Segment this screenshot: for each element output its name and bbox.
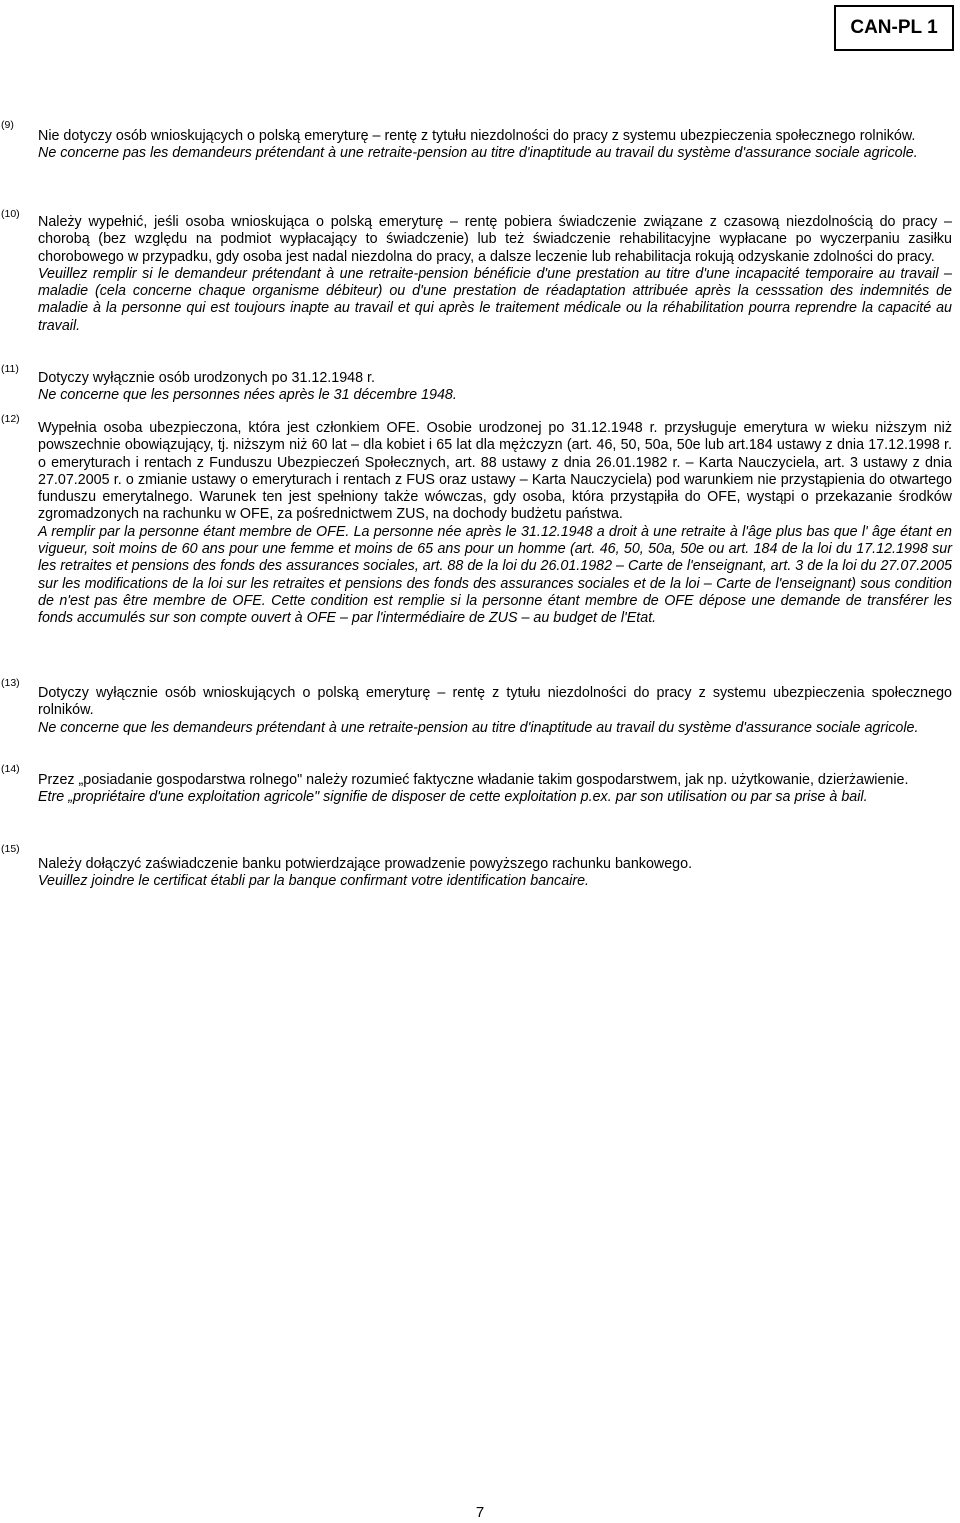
note-text-french: Ne concerne pas les demandeurs prétendant à une retraite-pension au titre d'inaptitude au travail du système d'assurance sociale agricole. (38, 145, 918, 162)
note-number: (12) (1, 413, 20, 425)
note-13 (38, 685, 952, 737)
note-14 (38, 772, 952, 807)
note-10 (38, 214, 952, 335)
note-9 (38, 128, 952, 163)
note-number: (9) (1, 119, 14, 131)
note-text-french: Etre „propriétaire d'une exploitation agricole" signifie de disposer de cette exploitation p.ex. par son utilisation ou par sa prise à bail. (38, 789, 868, 806)
note-text-french: Veuillez remplir si le demandeur prétendant à une retraite-pension bénéficie d'une prestation au titre d'une incapacité temporaire au travail – maladie (cela concerne chaque organisme débiteur) ou d'une prestation de réadaptation attribuée après la cesssation des indemnités de maladie à la personne qui est toujours inapte au travail et qui après le traitement médicale ou la réhabilitation pourra reprendre la capacité au travail. (38, 265, 952, 334)
note-text-polish: Należy dołączyć zaświadczenie banku potwierdzające prowadzenie powyższego rachunku bankowego. (38, 856, 693, 872)
note-text-polish: Dotyczy wyłącznie osób urodzonych po 31.12.1948 r. (38, 370, 375, 386)
note-number: (14) (1, 763, 20, 775)
note-text-polish: Należy wypełnić, jeśli osoba wnioskująca o polską emeryturę – rentę pobiera świadczenie związane z czasową niezdolnością do pracy – chorobą (bez względu na podmiot wypłacający to świadczenie) lub też świadczenie rehabilitacyjne wypłacane po wyczerpaniu zasiłku chorobowego w przypadku, gdy osoba jest nadal niezdolna do pracy, a dalsze leczenie lub rehabilitacja rokują odzyskanie zdolności do pracy. (38, 214, 952, 265)
form-code-badge: CAN-PL 1 (834, 5, 954, 51)
note-text-polish: Wypełnia osoba ubezpieczona, która jest członkiem OFE. Osobie urodzonej po 31.12.1948 r. przysługuje emerytura w wieku niższym niż powszechnie obowiązujący, tj. niższym niż 60 lat – dla kobiet i 65 lat dla mężczyzn (art. 46, 50, 50a, 50e lub art.184 ustawy z dnia 17.12.1998 r. o emeryturach i rentach z Funduszu Ubezpieczeń Społecznych, art. 88 ustawy z dnia 26.01.1982 r. – Karta Nauczyciela, art. 3 ustawy z dnia 27.07.2005 r. o zmianie ustawy o emeryturach i rentach z FUS oraz ustawy – Karta Nauczyciela) pod warunkiem nie przystąpienia do otwartego funduszu emerytalnego. Warunek ten jest spełniony także wówczas, gdy osoba, która przystąpiła do OFE, wystąpi o przekazanie środków zgromadzonych na rachunku w OFE, za pośrednictwem ZUS, na dochody budżetu państwa. (38, 420, 952, 523)
note-text-polish: Przez „posiadanie gospodarstwa rolnego" należy rozumieć faktyczne władanie takim gospodarstwem, jak np. użytkowanie, dzierżawienie. (38, 772, 909, 788)
note-number: (10) (1, 208, 20, 220)
note-number: (11) (1, 363, 19, 375)
note-12 (38, 420, 952, 628)
note-number: (15) (1, 843, 20, 855)
note-11 (38, 370, 952, 405)
note-15 (38, 856, 952, 891)
note-text-polish: Nie dotyczy osób wnioskujących o polską emeryturę – rentę z tytułu niezdolności do pracy z systemu ubezpieczenia społecznego rolników. (38, 128, 916, 144)
note-text-french: A remplir par la personne étant membre de OFE. La personne née après le 31.12.1948 a droit à une retraite à l'âge plus bas que l' âge étant en vigueur, soit moins de 60 ans pour une femme et moins de 65 ans pour un homme (art. 46, 50, 50a, 50e ou art. 184 de la loi du 17.12.1998 sur les retraites et pensions des fonds des assurances sociales, art. 88 de la loi du 26.01.1982 – Carte de l'enseignant, art. 3 de la loi du 27.07.2005 sur les modifications de la loi sur les retraites et pensions des fonds des assurances sociales et de la loi – Carte de l'enseignant) sous condition de n'est pas être membre de OFE. Cette condition est remplie si la personne étant membre de OFE dépose une demande de transférer les fonds accumulés sur son compte ouvert à OFE – par l'intermédiaire de ZUS – au budget de l'Etat. (38, 523, 952, 627)
note-text-french: Veuillez joindre le certificat établi par la banque confirmant votre identification bancaire. (38, 873, 590, 890)
note-text-polish: Dotyczy wyłącznie osób wnioskujących o polską emeryturę – rentę z tytułu niezdolności do pracy z systemu ubezpieczenia społecznego rolników. (38, 685, 952, 719)
note-number: (13) (1, 677, 20, 689)
page-number: 7 (475, 1504, 485, 1521)
note-text-french: Ne concerne que les personnes nées après le 31 décembre 1948. (38, 387, 457, 404)
note-text-french: Ne concerne que les demandeurs prétendant à une retraite-pension au titre d'inaptitude au travail du système d'assurance sociale agricole. (38, 719, 919, 736)
